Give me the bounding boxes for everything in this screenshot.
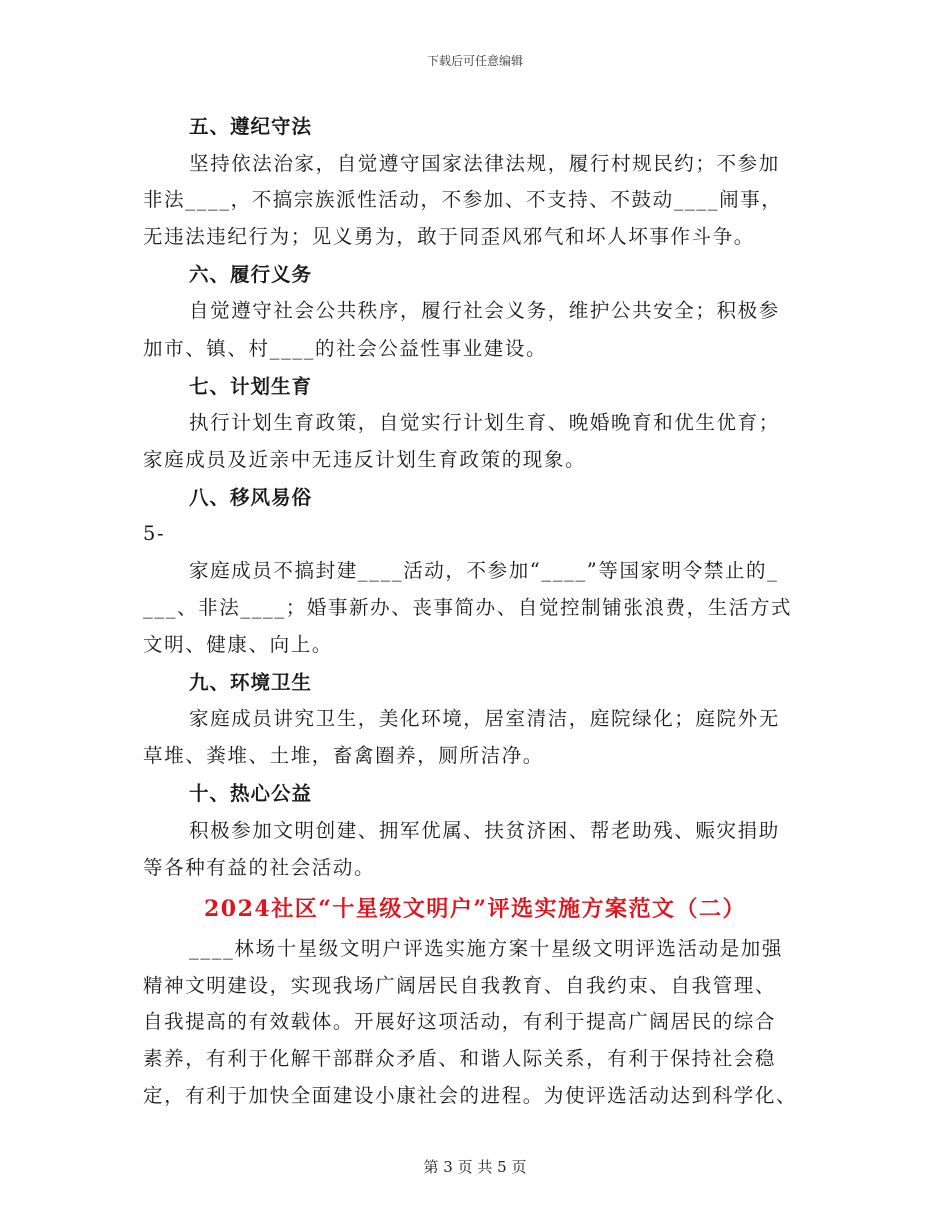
paragraph-line: 无违法违纪行为；见义勇为，敢于同歪风邪气和坏人坏事作斗争。 <box>143 225 755 248</box>
paragraph-line: 坚持依法治家，自觉遵守国家法律法规，履行村规民约；不参加 <box>189 152 780 175</box>
section-heading: 五、遵纪守法 <box>189 115 313 138</box>
page-footer: 第 3 页 共 5 页 <box>423 1158 527 1176</box>
document-section-title: 2024社区“十星级文明户”评选实施方案范文（二） <box>203 896 747 922</box>
section-heading: 九、环境卫生 <box>189 671 313 694</box>
section-heading: 六、履行义务 <box>189 263 313 286</box>
paragraph-line: ___、非法____；婚事新办、丧事简办、自觉控制铺张浪费，生活方式 <box>143 596 793 619</box>
paragraph-line: 自觉遵守社会公共秩序，履行社会义务，维护公共安全；积极参 <box>189 299 780 322</box>
paragraph-line: 积极参加文明创建、拥军优属、扶贫济困、帮老助残、赈灾捐助 <box>189 819 780 842</box>
section-heading: 七、计划生育 <box>189 375 313 398</box>
paragraph-line: 精神文明建设，实现我场广阔居民自我教育、自我约束、自我管理、 <box>143 974 777 997</box>
paragraph-line: 加市、镇、村____的社会公益性事业建设。 <box>143 337 548 360</box>
paragraph-line: 执行计划生育政策，自觉实行计划生育、晚婚晚育和优生优育； <box>189 411 780 434</box>
paragraph-line: 5- <box>143 522 166 545</box>
section-heading: 八、移风易俗 <box>189 486 313 509</box>
page-header: 下载后可任意编辑 <box>426 54 523 68</box>
paragraph-line: 等各种有益的社会活动。 <box>143 856 376 879</box>
paragraph-line: 素养，有利于化解干部群众矛盾、和谐人际关系，有利于保持社会稳 <box>143 1047 777 1070</box>
paragraph-line: ____林场十星级文明户评选实施方案十星级文明评选活动是加强 <box>189 937 784 960</box>
paragraph-line: 非法____，不搞宗族派性活动，不参加、不支持、不鼓动____闹事， <box>143 188 783 211</box>
paragraph-line: 家庭成员及近亲中无违反计划生育政策的现象。 <box>143 448 587 471</box>
section-heading: 十、热心公益 <box>189 782 313 805</box>
paragraph-line: 定，有利于加快全面建设小康社会的进程。为使评选活动达到科学化、 <box>143 1084 798 1107</box>
paragraph-line: 家庭成员讲究卫生，美化环境，居室清洁，庭院绿化；庭院外无 <box>189 707 780 730</box>
paragraph-line: 文明、健康、向上。 <box>143 633 333 656</box>
paragraph-line: 家庭成员不搞封建____活动，不参加“____”等国家明令禁止的_ <box>189 559 779 582</box>
paragraph-line: 草堆、粪堆、土堆，畜禽圈养，厕所洁净。 <box>143 744 544 767</box>
paragraph-line: 自我提高的有效载体。开展好这项活动，有利于提高广阔居民的综合 <box>143 1010 777 1033</box>
